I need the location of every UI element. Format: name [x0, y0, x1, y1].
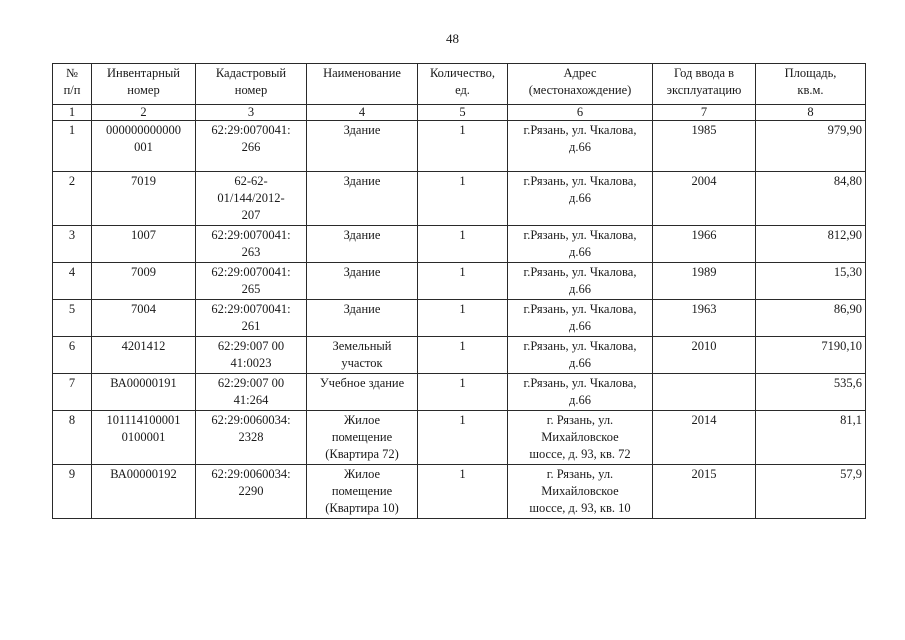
- address-cell: г.Рязань, ул. Чкалова, д.66: [508, 226, 653, 263]
- year-commissioned-cell: 1989: [653, 263, 756, 300]
- object-name-cell: Учебное здание: [307, 374, 418, 411]
- area-cell: 86,90: [756, 300, 866, 337]
- cadastral-number-cell: 62:29:0070041: 261: [196, 300, 307, 337]
- address-cell: г.Рязань, ул. Чкалова, д.66: [508, 300, 653, 337]
- cadastral-number-cell: 62:29:0070041: 265: [196, 263, 307, 300]
- header-num: № п/п: [53, 64, 92, 105]
- column-index: 3: [196, 105, 307, 121]
- inventory-number-cell: 7009: [92, 263, 196, 300]
- cadastral-number-cell: 62:29:0070041: 266: [196, 121, 307, 172]
- area-cell: 812,90: [756, 226, 866, 263]
- table-row: [53, 465, 866, 519]
- area-cell: 57,9: [756, 465, 866, 519]
- inventory-number-cell: 7019: [92, 172, 196, 226]
- header-inventory: Инвентарный номер: [92, 64, 196, 105]
- quantity-cell: 1: [418, 465, 508, 519]
- property-registry-table: [52, 63, 866, 519]
- cadastral-number-cell: 62-62- 01/144/2012- 207: [196, 172, 307, 226]
- quantity-cell: 1: [418, 121, 508, 172]
- object-name-cell: Здание: [307, 172, 418, 226]
- column-index: 4: [307, 105, 418, 121]
- page-number: 48: [446, 31, 459, 46]
- header-year: Год ввода в эксплуатацию: [653, 64, 756, 105]
- inventory-number-cell: 000000000000 001: [92, 121, 196, 172]
- area-cell: 84,80: [756, 172, 866, 226]
- column-index: 6: [508, 105, 653, 121]
- row-number-cell: 5: [53, 300, 92, 337]
- object-name-cell: Жилое помещение (Квартира 72): [307, 411, 418, 465]
- table-row: [53, 121, 866, 172]
- object-name-cell: Жилое помещение (Квартира 10): [307, 465, 418, 519]
- header-qty: Количество, ед.: [418, 64, 508, 105]
- cadastral-number-cell: 62:29:0060034: 2290: [196, 465, 307, 519]
- header-cadastral: Кадастровый номер: [196, 64, 307, 105]
- object-name-cell: Здание: [307, 121, 418, 172]
- row-number-cell: 1: [53, 121, 92, 172]
- table-row: [53, 374, 866, 411]
- row-number-cell: 6: [53, 337, 92, 374]
- inventory-number-cell: 101114100001 0100001: [92, 411, 196, 465]
- table-row: [53, 337, 866, 374]
- row-number-cell: 3: [53, 226, 92, 263]
- object-name-cell: Здание: [307, 300, 418, 337]
- table-row: [53, 226, 866, 263]
- column-index: 5: [418, 105, 508, 121]
- cadastral-number-cell: 62:29:007 00 41:0023: [196, 337, 307, 374]
- row-number-cell: 8: [53, 411, 92, 465]
- year-commissioned-cell: 2015: [653, 465, 756, 519]
- table-row: [53, 263, 866, 300]
- area-cell: 535,6: [756, 374, 866, 411]
- address-cell: г. Рязань, ул. Михайловское шоссе, д. 93, кв. 72: [508, 411, 653, 465]
- area-cell: 7190,10: [756, 337, 866, 374]
- column-index: 8: [756, 105, 866, 121]
- address-cell: г.Рязань, ул. Чкалова, д.66: [508, 172, 653, 226]
- quantity-cell: 1: [418, 263, 508, 300]
- year-commissioned-cell: 2014: [653, 411, 756, 465]
- address-cell: г.Рязань, ул. Чкалова, д.66: [508, 337, 653, 374]
- row-number-cell: 4: [53, 263, 92, 300]
- year-commissioned-cell: 1985: [653, 121, 756, 172]
- area-cell: 15,30: [756, 263, 866, 300]
- cadastral-number-cell: 62:29:007 00 41:264: [196, 374, 307, 411]
- column-index: 2: [92, 105, 196, 121]
- address-cell: г. Рязань, ул. Михайловское шоссе, д. 93, кв. 10: [508, 465, 653, 519]
- header-area: Площадь, кв.м.: [756, 64, 866, 105]
- table-row: [53, 172, 866, 226]
- header-address: Адрес (местонахождение): [508, 64, 653, 105]
- row-number-cell: 9: [53, 465, 92, 519]
- inventory-number-cell: 7004: [92, 300, 196, 337]
- header-row: [53, 64, 866, 105]
- quantity-cell: 1: [418, 411, 508, 465]
- area-cell: 81,1: [756, 411, 866, 465]
- year-commissioned-cell: 1963: [653, 300, 756, 337]
- quantity-cell: 1: [418, 226, 508, 263]
- table-body: [53, 121, 866, 519]
- year-commissioned-cell: [653, 374, 756, 411]
- address-cell: г.Рязань, ул. Чкалова, д.66: [508, 263, 653, 300]
- row-number-cell: 2: [53, 172, 92, 226]
- column-index-row: [53, 105, 866, 121]
- table-row: [53, 411, 866, 465]
- quantity-cell: 1: [418, 374, 508, 411]
- quantity-cell: 1: [418, 337, 508, 374]
- inventory-number-cell: 1007: [92, 226, 196, 263]
- address-cell: г.Рязань, ул. Чкалова, д.66: [508, 121, 653, 172]
- inventory-number-cell: ВА00000192: [92, 465, 196, 519]
- year-commissioned-cell: 1966: [653, 226, 756, 263]
- year-commissioned-cell: 2010: [653, 337, 756, 374]
- quantity-cell: 1: [418, 300, 508, 337]
- address-cell: г.Рязань, ул. Чкалова, д.66: [508, 374, 653, 411]
- object-name-cell: Земельный участок: [307, 337, 418, 374]
- column-index: 1: [53, 105, 92, 121]
- object-name-cell: Здание: [307, 263, 418, 300]
- quantity-cell: 1: [418, 172, 508, 226]
- table-row: [53, 300, 866, 337]
- inventory-number-cell: ВА00000191: [92, 374, 196, 411]
- year-commissioned-cell: 2004: [653, 172, 756, 226]
- column-index: 7: [653, 105, 756, 121]
- object-name-cell: Здание: [307, 226, 418, 263]
- cadastral-number-cell: 62:29:0060034: 2328: [196, 411, 307, 465]
- row-number-cell: 7: [53, 374, 92, 411]
- header-name: Наименование: [307, 64, 418, 105]
- cadastral-number-cell: 62:29:0070041: 263: [196, 226, 307, 263]
- inventory-number-cell: 4201412: [92, 337, 196, 374]
- area-cell: 979,90: [756, 121, 866, 172]
